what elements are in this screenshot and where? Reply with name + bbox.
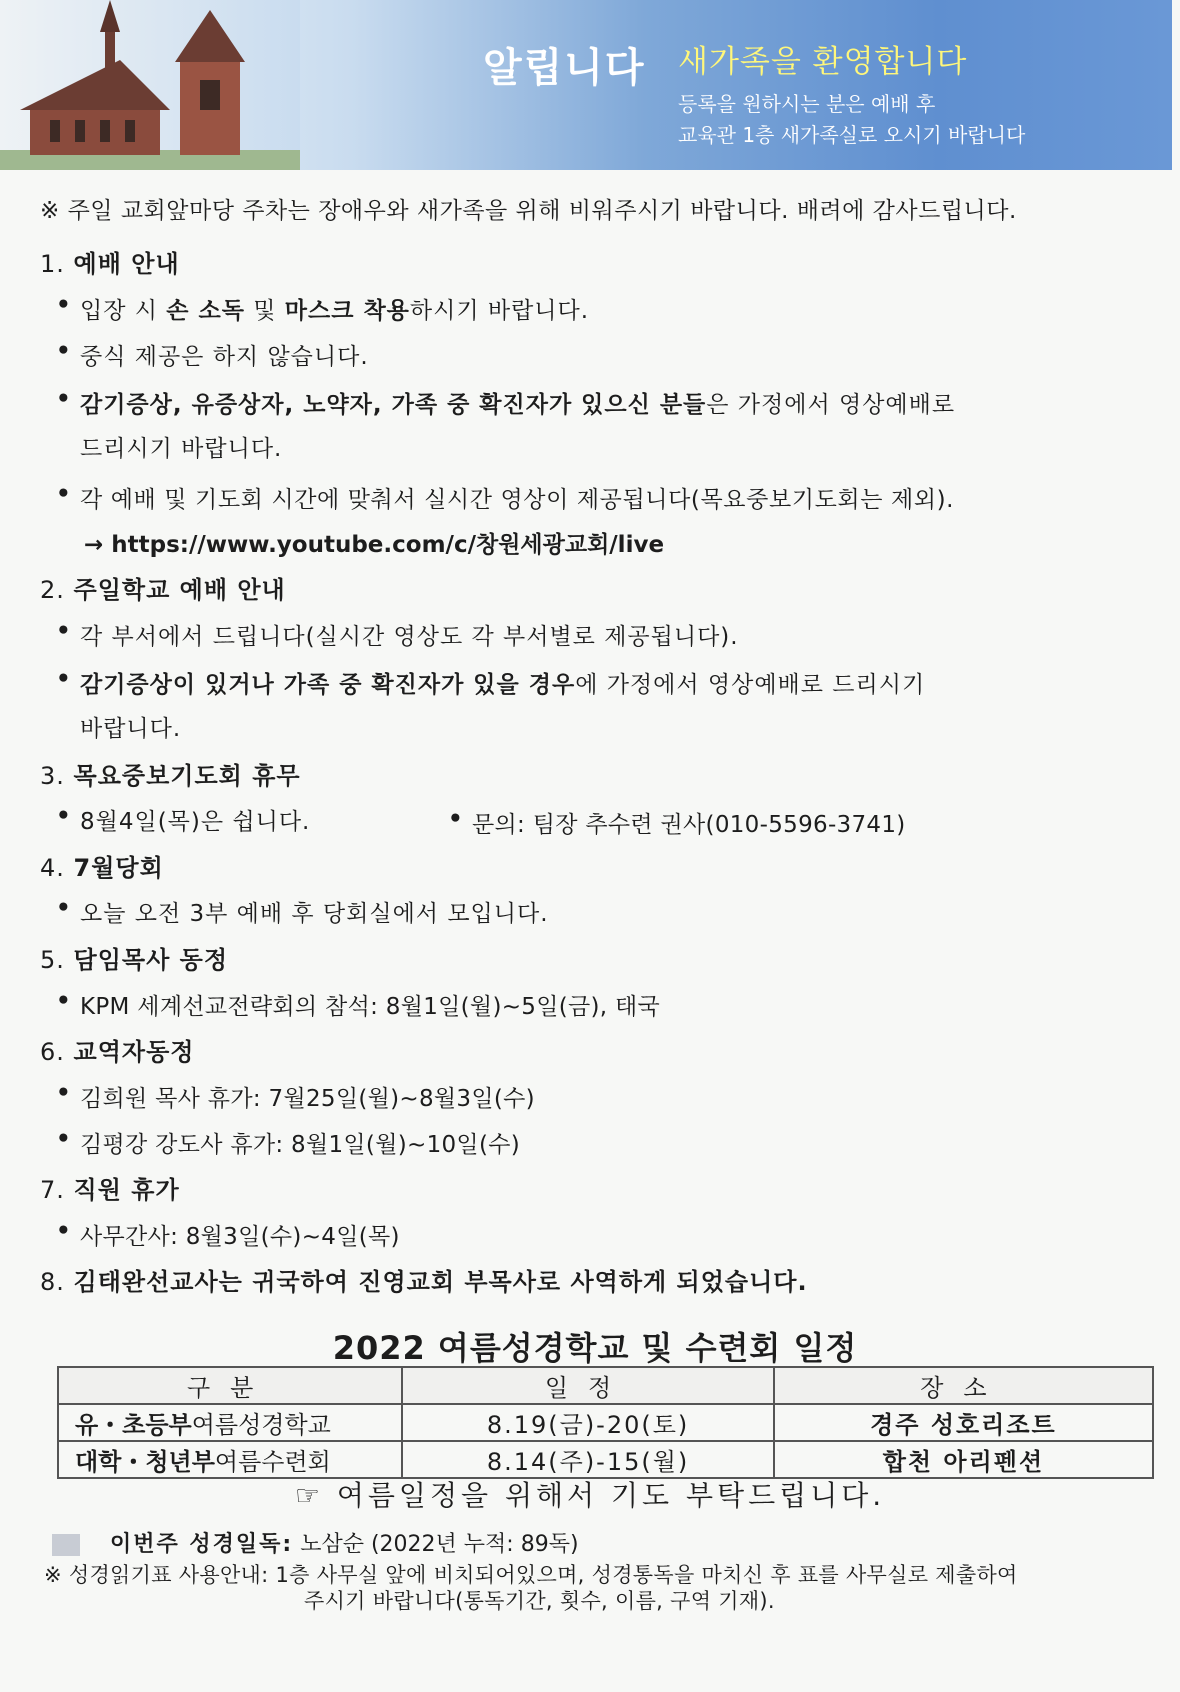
s6-bullet-2: • 김평강 강도사 휴가: 8월1일(월)~10일(수) [80,1126,520,1159]
bible-note-1: ※ 성경읽기표 사용안내: 1층 사무실 앞에 비치되어있으며, 성경통독을 마치신 후 표를 사무실로 제출하여 [44,1563,1018,1587]
s6-bullet-1: • 김희원 목사 휴가: 7월25일(월)~8월3일(수) [80,1080,535,1113]
table-header-row [58,1367,1153,1404]
section-num: 3. [40,762,65,790]
cell-place [774,1404,1153,1441]
header-sub-1: 등록을 원하시는 분은 예배 후 [678,92,936,116]
cell-place [774,1441,1153,1478]
s5-bullet-1: • KPM 세계선교전략회의 참석: 8월1일(월)~5일(금), 태국 [80,988,660,1021]
text: 하시기 바랍니다. [409,298,590,324]
cell-date: 8.19(금)-20(토) [402,1404,774,1441]
prayer-request: ☞ 여름일정을 위해서 기도 부탁드립니다. [294,1479,886,1512]
s3-bullet-1: • 8월4일(목)은 쉽니다. [80,803,310,836]
section-1-heading [40,244,180,279]
dept: 유・초등부 [75,1411,192,1439]
col-header-place: 장소 [774,1367,1153,1404]
text-bold: 감기증상이 있거나 가족 중 확진자가 있을 경우 [80,672,576,698]
section-title: 7월당회 [73,854,164,882]
section-num: 1. [40,250,65,278]
youtube-link[interactable]: → https://www.youtube.com/c/창원세광교회/live [84,532,665,558]
s1-bullet-1 [80,292,589,325]
section-title: 주일학교 예배 안내 [73,576,286,604]
s2-bullet-1: • 각 부서에서 드립니다(실시간 영상도 각 부서별로 제공됩니다). [80,618,739,651]
col-header-category: 구분 [58,1367,402,1404]
dept: 대학・청년부 [75,1448,215,1476]
section-num: 4. [40,854,65,882]
s1-bullet-3-cont: 드리시기 바랍니다. [80,436,283,462]
text-bold: 마스크 착용 [284,298,410,324]
place: 경주 성호리조트 [870,1411,1057,1439]
section-title: 예배 안내 [73,250,180,278]
section-num: 2. [40,576,65,604]
section-num: 5. [40,946,65,974]
event: 여름성경학교 [191,1411,331,1439]
text-bold: 손 소독 [166,298,245,324]
section-8-heading [40,1262,808,1297]
section-num: 7. [40,1176,65,1204]
section-3-heading [40,756,301,791]
section-title: 김태완선교사는 귀국하여 진영교회 부목사로 사역하게 되었습니다. [73,1268,808,1296]
header-welcome: 새가족을 환영합니다 [678,44,968,80]
church-illustration [0,0,300,170]
section-7-heading [40,1170,180,1205]
text-bold: 감기증상, 유증상자, 노약자, 가족 중 확진자가 있으신 분들 [80,392,707,418]
bible-label: 이번주 성경일독: [110,1532,294,1557]
section-5-heading [40,940,228,975]
s2-bullet-2 [80,666,925,699]
schedule-table [57,1366,1154,1479]
parking-notice: ※ 주일 교회앞마당 주차는 장애우와 새가족을 위해 비워주시기 바랍니다. 배려에 감사드립니다. [40,198,1017,224]
section-title: 교역자동정 [73,1038,195,1066]
bible-note-2: 주시기 바랍니다(통독기간, 횟수, 이름, 구역 기재). [304,1589,775,1613]
text: 은 가정에서 영상예배로 [706,392,956,418]
text: 에 가정에서 영상예배로 드리시기 [575,672,926,698]
table-row [58,1404,1153,1441]
bible-value: 노삼순 (2022년 누적: 89독) [293,1532,579,1557]
section-2-heading [40,570,286,605]
header-title: 알립니다 [483,44,646,91]
bible-reading [52,1527,579,1558]
text: 및 [244,298,285,324]
section-num: 8. [40,1268,65,1296]
cell-category [58,1441,402,1478]
table-row [58,1441,1153,1478]
section-4-heading [40,848,164,883]
section-num: 6. [40,1038,65,1066]
section-title: 직원 휴가 [73,1176,180,1204]
s1-bullet-4: • 각 예배 및 기도회 시간에 맞춰서 실시간 영상이 제공됩니다(목요중보기도회는 제외). [80,481,954,514]
schedule-title: 2022 여름성경학교 및 수련회 일정 [332,1329,858,1367]
header-sub-2: 교육관 1층 새가족실로 오시기 바랍니다 [678,123,1026,147]
section-6-heading [40,1032,194,1067]
event: 여름수련회 [214,1448,331,1476]
place: 합천 아리펜션 [882,1448,1045,1476]
s4-bullet-1: • 오늘 오전 3부 예배 후 당회실에서 모입니다. [80,895,549,928]
s1-bullet-2: • 중식 제공은 하지 않습니다. [80,338,369,371]
bookmark-icon [52,1534,80,1556]
s3-bullet-2: • 문의: 팀장 추수련 권사(010-5596-3741) [472,806,906,839]
text: 입장 시 [80,298,167,324]
header-banner [0,0,1172,170]
col-header-date: 일정 [402,1367,774,1404]
section-title: 목요중보기도회 휴무 [73,762,301,790]
cell-date: 8.14(주)-15(월) [402,1441,774,1478]
cell-category [58,1404,402,1441]
s1-bullet-3 [80,386,955,419]
s2-bullet-2-cont: 바랍니다. [80,716,182,742]
section-title: 담임목사 동정 [73,946,229,974]
s7-bullet-1: • 사무간사: 8월3일(수)~4일(목) [80,1218,400,1251]
